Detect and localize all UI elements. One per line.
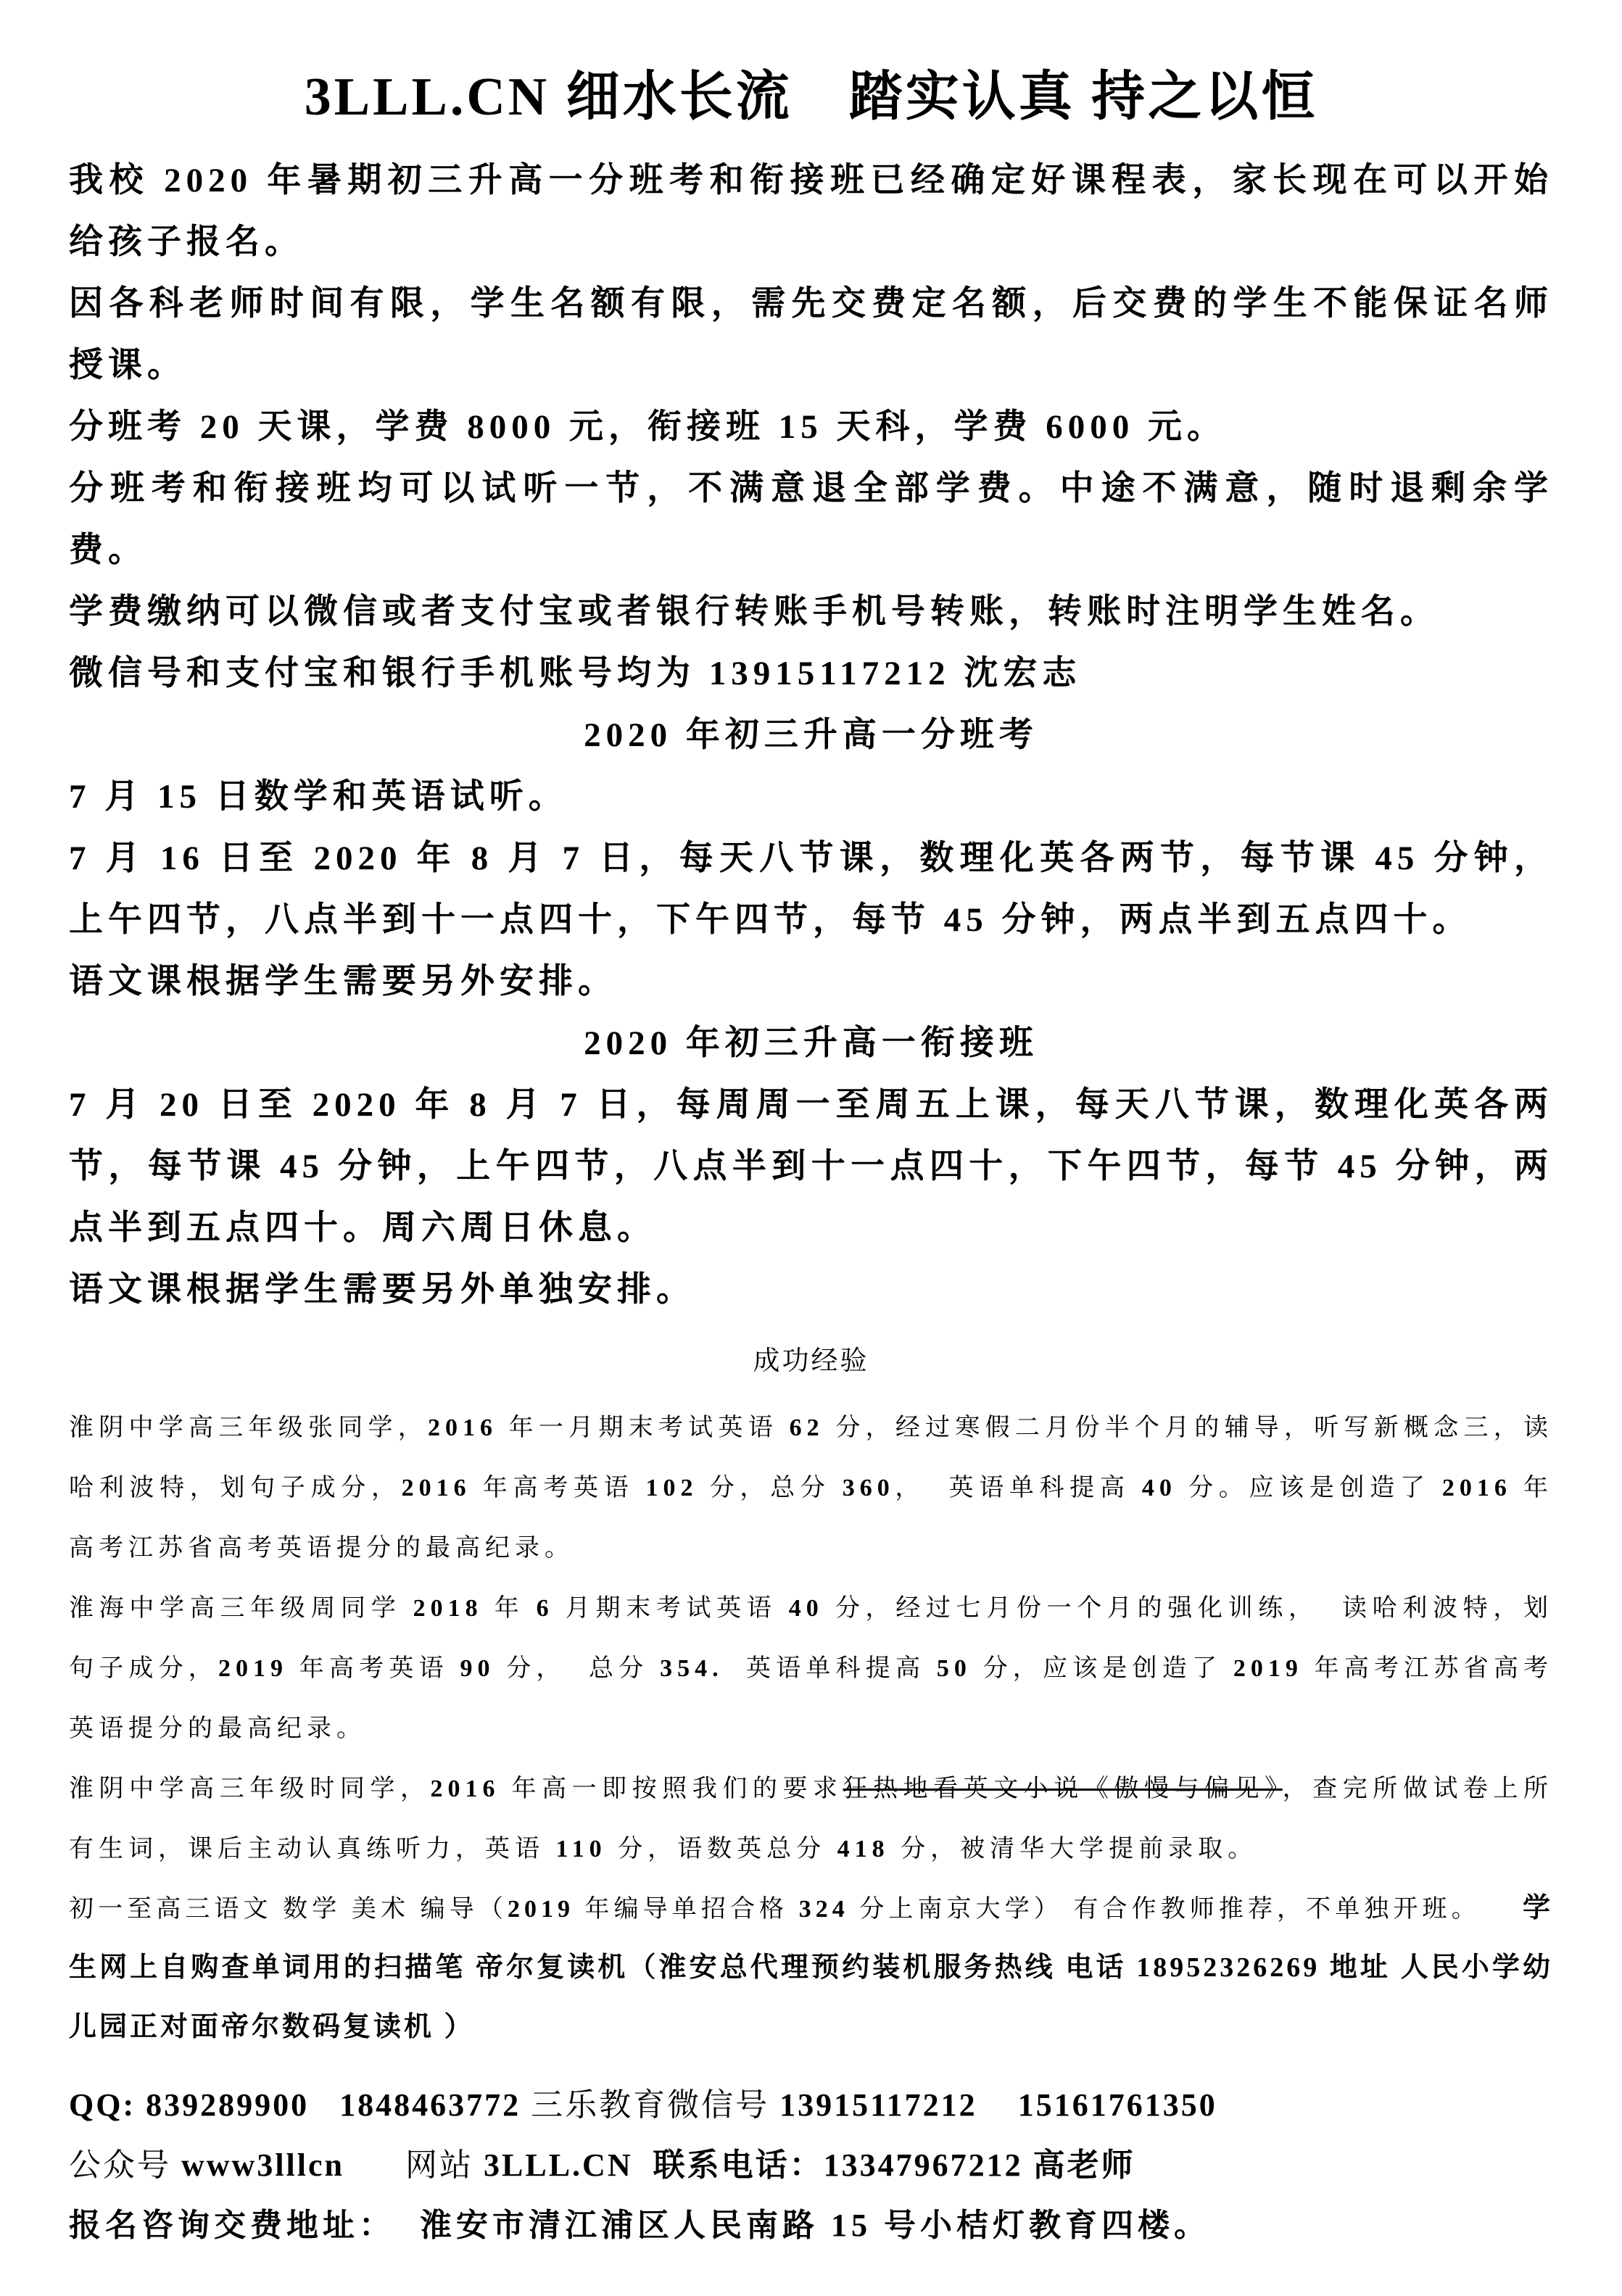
page-title: 3LLL.CN 细水长流 踏实认真 持之以恒 bbox=[304, 67, 1318, 127]
bridge-class-heading: 2020 年初三升高一衔接班 bbox=[584, 1024, 1038, 1062]
story-3-text-after: ，查完所做试卷上所有生词，课后主动认真练听力，英语 110 分，语数英总分 418 分，被清华大学提前录取。 bbox=[69, 1775, 1554, 1862]
success-story-2: 淮海中学高三年级周同学 2018 年 6 月期末考试英语 40 分，经过七月份一个月的强化训练， 读哈利波特，划句子成分，2019 年高考英语 90 分， 总分 354. 英语单科提高 50 分，应该是创造了 2019 年高考江苏省高考英语提分的最高纪录。 bbox=[69, 1594, 1554, 1742]
courses-bold-text: 学生网上自购查单词用的扫描笔 帝尔复读机（淮安总代理预约装机服务热线 电话 18952326269 地址 人民小学幼儿园正对面帝尔数码复读机 ） bbox=[69, 1892, 1554, 2042]
placement-exam-heading: 2020 年初三升高一分班考 bbox=[584, 716, 1038, 754]
courses-regular-text: 初一至高三语文 数学 美术 编导（2019 年编导单招合格 324 分上南京大学） 有合作教师推荐，不单独开班。 bbox=[69, 1895, 1523, 1923]
success-section-heading: 成功经验 bbox=[753, 1346, 869, 1376]
placement-paragraph-2: 7 月 16 日至 2020 年 8 月 7 日，每天八节课，数理化英各两节，每节课 45 分钟，上午四节，八点半到十一点四十，下午四节，每节 45 分钟，两点半到五点四十。 bbox=[69, 839, 1553, 939]
success-story-1: 淮阴中学高三年级张同学，2016 年一月期末考试英语 62 分，经过寒假二月份半个月的辅导，听写新概念三，读哈利波特，划句子成分，2016 年高考英语 102 分，总分 360， 英语单科提高 40 分。应该是创造了 2016 年高考江苏省高考英语提分的最高纪录。 bbox=[69, 1414, 1554, 1562]
placement-paragraph-1: 7 月 15 日数学和英语试听。 bbox=[69, 777, 568, 816]
bridge-paragraph-1: 7 月 20 日至 2020 年 8 月 7 日，每周周一至周五上课，每天八节课，数理化英各两节，每节课 45 分钟，上午四节，八点半到十一点四十，下午四节，每节 45 分钟，两点半到五点四十。周六周日休息。 bbox=[69, 1085, 1553, 1247]
phone-contact-text: 联系电话：13347967212 高老师 bbox=[653, 2147, 1135, 2183]
success-stories bbox=[69, 1398, 1553, 1879]
public-account-text: 公众号 www3lllcn 网站 3LLL.CN bbox=[69, 2147, 633, 2183]
intro-paragraph-2: 因各科老师时间有限，学生名额有限，需先交费定名额，后交费的学生不能保证名师授课。 bbox=[69, 284, 1553, 384]
contact-block bbox=[69, 2075, 1553, 2255]
story-3-strikethrough-text: 狂热地看英文小说《傲慢与偏见》 bbox=[843, 1775, 1283, 1802]
main-body bbox=[69, 150, 1553, 1321]
web-contact-line bbox=[69, 2135, 1553, 2195]
intro-paragraph-3: 分班考 20 天课，学费 8000 元，衔接班 15 天科，学费 6000 元。 bbox=[69, 407, 1226, 446]
courses-offerings-line bbox=[69, 1879, 1553, 2057]
intro-paragraph-5: 学费缴纳可以微信或者支付宝或者银行转账手机号转账，转账时注明学生姓名。 bbox=[69, 592, 1439, 631]
intro-paragraph-6: 微信号和支付宝和银行手机账号均为 13915117212 沈宏志 bbox=[69, 654, 1082, 692]
placement-paragraph-3: 语文课根据学生需要另外安排。 bbox=[69, 962, 617, 1000]
bridge-paragraph-2: 语文课根据学生需要另外单独安排。 bbox=[69, 1270, 695, 1309]
enrollment-address-line: 报名咨询交费地址： 淮安市清江浦区人民南路 15 号小桔灯教育四楼。 bbox=[69, 2207, 1210, 2243]
intro-paragraph-1: 我校 2020 年暑期初三升高一分班考和衔接班已经确定好课程表，家长现在可以开始给孩子报名。 bbox=[69, 161, 1553, 261]
qq-contact-line: QQ: 839289900 1848463772 三乐教育微信号 13915117212 15161761350 bbox=[69, 2086, 1217, 2123]
success-story-3 bbox=[69, 1759, 1553, 1879]
intro-paragraph-4: 分班考和衔接班均可以试听一节，不满意退全部学费。中途不满意，随时退剩余学费。 bbox=[69, 469, 1553, 569]
story-3-text-before: 淮阴中学高三年级时同学，2016 年高一即按照我们的要求 bbox=[69, 1775, 843, 1802]
